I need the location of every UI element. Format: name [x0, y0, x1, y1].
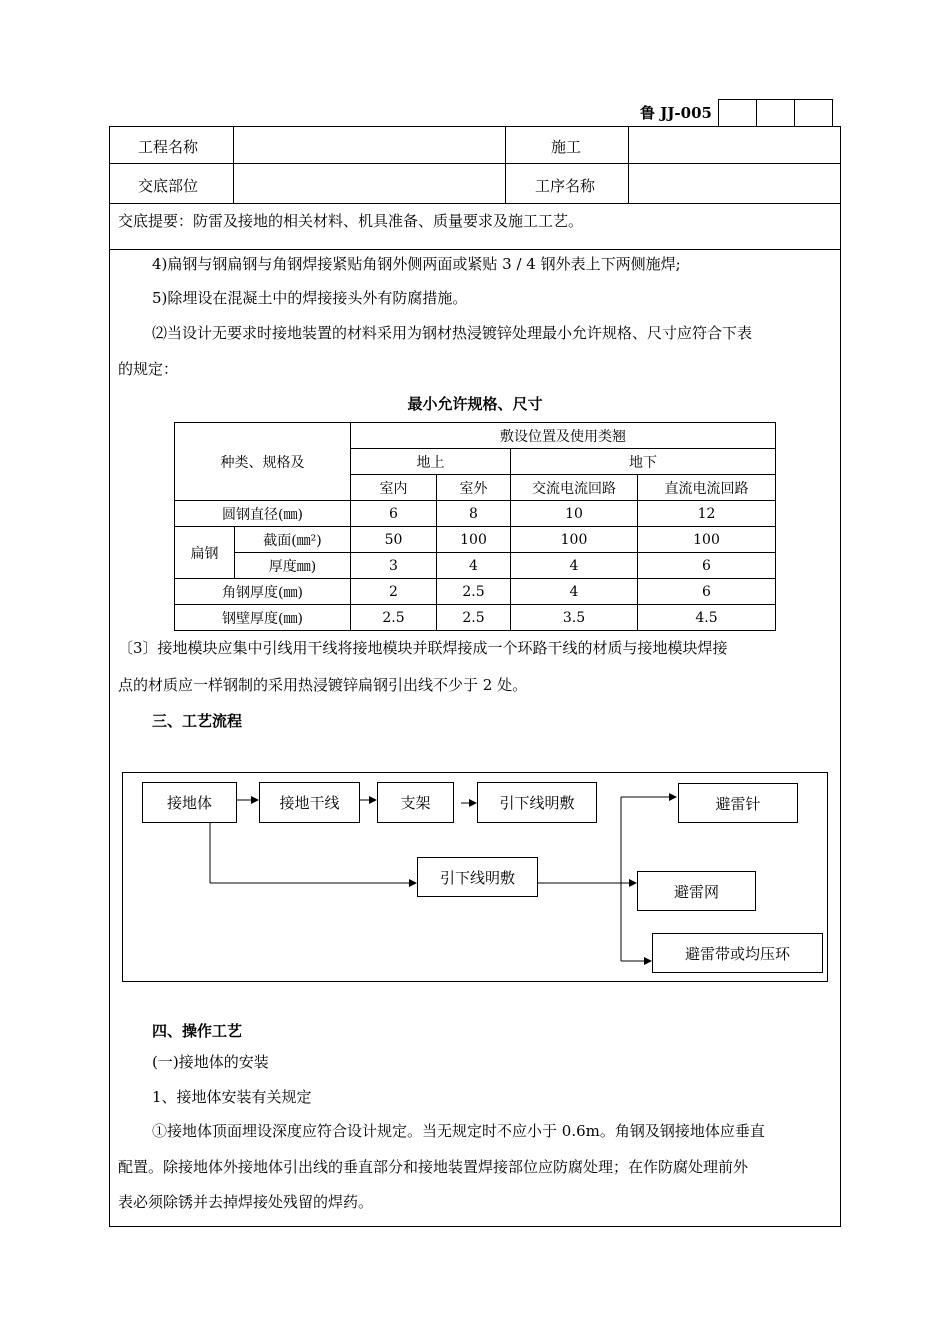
cell: 10 [511, 501, 638, 527]
flow-box-lightning-net: 避雷网 [637, 871, 756, 911]
flow-box-lightning-rod: 避雷针 [678, 783, 798, 823]
section-4-para-line2: 配置。除接地体外接地体引出线的垂直部分和接地装置焊接部位应防腐处理；在作防腐处理前外 [118, 1158, 749, 1176]
flow-box-downlead-1: 引下线明敷 [477, 782, 597, 823]
subsection-1-1: 1、接地体安装有关规定 [152, 1088, 312, 1106]
cell: 8 [437, 501, 511, 527]
cell: 4.5 [638, 605, 776, 631]
row-group-label: 扁钢 [175, 527, 235, 579]
cell: 50 [351, 527, 437, 553]
process-name-label: 工序名称 [535, 177, 596, 195]
paragraph-2-line2: 的规定： [118, 360, 179, 378]
cell: 6 [638, 579, 776, 605]
section-4-para-line1: ①接地体顶面埋设深度应符合设计规定。当无规定时不应小于 0.6m。角钢及钢接地体应垂直 [152, 1122, 765, 1140]
flow-box-ground-trunk: 接地干线 [259, 782, 360, 823]
form-code: 鲁 JJ-005 [640, 104, 712, 122]
row-label: 截面(㎜²) [235, 527, 351, 553]
cell: 4 [437, 553, 511, 579]
disclosure-summary: 交底提要：防雷及接地的相关材料、机具准备、质量要求及施工工艺。 [118, 212, 584, 230]
paragraph-3-line1: 〔3〕接地模块应集中引线用干线将接地模块并联焊接成一个环路干线的材质与接地模块焊接 [118, 639, 728, 657]
cell: 2.5 [351, 605, 437, 631]
cell: 12 [638, 501, 776, 527]
section-4-para-line3: 表必须除锈并去掉焊接处残留的焊药。 [118, 1193, 374, 1211]
cell: 6 [351, 501, 437, 527]
row-label: 钢壁厚度(㎜) [175, 605, 351, 631]
paragraph-4: 4)扁钢与钢扁钢与角钢焊接紧贴角钢外侧两面或紧贴 3 / 4 钢外表上下两侧施焊; [152, 255, 681, 273]
flow-box-downlead-2: 引下线明敷 [417, 857, 538, 897]
cell: 6 [638, 553, 776, 579]
cell: 2 [351, 579, 437, 605]
header-outdoor: 室外 [437, 475, 511, 501]
cell: 100 [638, 527, 776, 553]
header-indoor: 室内 [351, 475, 437, 501]
row-label: 圆钢直径(㎜) [175, 501, 351, 527]
header-above-ground: 地上 [351, 449, 511, 475]
construction-label: 施工 [551, 138, 582, 156]
header-below-ground: 地下 [511, 449, 776, 475]
header-dc-circuit: 直流电流回路 [638, 475, 776, 501]
cell: 2.5 [437, 605, 511, 631]
cell: 4 [511, 553, 638, 579]
cell: 3 [351, 553, 437, 579]
cell: 3.5 [511, 605, 638, 631]
header-ac-circuit: 交流电流回路 [511, 475, 638, 501]
flow-box-bracket: 支架 [377, 782, 454, 823]
paragraph-3-line2: 点的材质应一样钢制的采用热浸镀锌扁钢引出线不少于 2 处。 [118, 676, 528, 694]
cell: 100 [437, 527, 511, 553]
subsection-1: (一)接地体的安装 [152, 1053, 269, 1071]
cell: 4 [511, 579, 638, 605]
section-4-title: 四、操作工艺 [152, 1022, 243, 1040]
flow-box-ground-body: 接地体 [142, 782, 237, 823]
flow-box-lightning-belt: 避雷带或均压环 [652, 933, 823, 973]
row-label: 厚度㎜) [235, 553, 351, 579]
paragraph-2-line1: ⑵当设计无要求时接地装置的材料采用为钢材热浸镀锌处理最小允许规格、尺寸应符合下表 [152, 324, 753, 342]
row-label: 角钢厚度(㎜) [175, 579, 351, 605]
project-name-label: 工程名称 [138, 138, 199, 156]
header-position: 敷设位置及使用类翘 [351, 423, 776, 449]
cell: 2.5 [437, 579, 511, 605]
header-kind: 种类、规格及 [175, 423, 351, 501]
disclosure-part-label: 交底部位 [138, 177, 199, 195]
table-title: 最小允许规格、尺寸 [407, 395, 543, 413]
section-3-title: 三、工艺流程 [152, 712, 243, 730]
paragraph-5: 5)除埋设在混凝土中的焊接接头外有防腐措施。 [152, 289, 468, 307]
cell: 100 [511, 527, 638, 553]
